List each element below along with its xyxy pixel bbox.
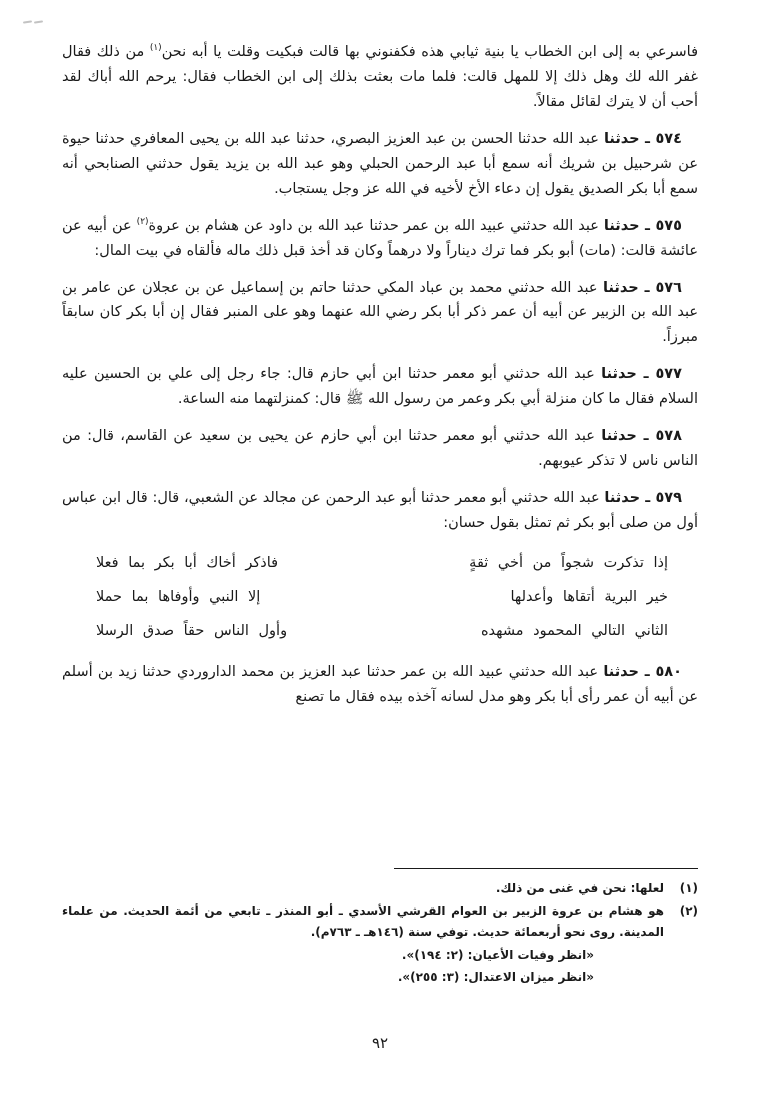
footnote-1-marker: (١) xyxy=(679,881,698,895)
footnote-ref-1: (١) xyxy=(149,43,162,54)
poetry-verse-1 xyxy=(96,546,668,580)
hadith-574-number: ٥٧٤ ـ حدثنا xyxy=(603,130,683,147)
footnote-1-text: لعلها: نحن في غنى من ذلك. xyxy=(495,881,664,895)
hadith-580-number: ٥٨٠ ـ حدثنا xyxy=(603,664,682,681)
hadith-576-number: ٥٧٦ ـ حدثنا xyxy=(603,279,683,296)
footnote-ref-2: (٢) xyxy=(136,216,149,227)
hadith-574-text: عبد الله حدثنا الحسن بن عبد العزيز البصري، حدثنا عبد الله بن يحيى المعافري حدثنا حيوة عن شرحبيل بن شريك أنه سمع أبا عبد الرحمن الحبلي وهو عبد الله بن يزيد يقول حدثني الصنابحي أنه سمع أبا بكر الصديق يقول إن دعاء الأخ لأخيه في الله عز وجل يستجاب. xyxy=(62,130,698,197)
page-number: ٩٢ xyxy=(371,1034,389,1052)
footnote-separator xyxy=(394,868,698,869)
footnote-2-marker: (٢) xyxy=(679,904,698,918)
intro-text-post: من ذلك فقال غفر الله لك وهل ذلك إلا للمهل قالت: فلما مات بعثت بذلك إلى ابن الخطاب فقال: يرحم الله أباك لقد أحب أن لا يترك لقائل مقالاً. xyxy=(62,44,698,110)
hadith-579-number: ٥٧٩ ـ حدثنا xyxy=(604,490,683,507)
hadith-579-text: عبد الله حدثني أبو معمر حدثنا أبو عبد الرحمن عن مجالد عن الشعبي، قال: قال ابن عباس أول من صلى أبو بكر ثم تمثل بقول حسان: xyxy=(62,490,698,531)
intro-text-pre: فاسرعي به إلى ابن الخطاب يا بنية ثيابي هذه فكفنوني بها قالت فبكيت وقلت يا أبه نحن xyxy=(161,44,698,60)
hadith-575-text-post: عن أبيه عن عائشة قالت: (مات) أبو بكر فما ترك ديناراً ولا درهماً وكان قد أخذ قبل ذلك ماله فألقاه في بيت المال: xyxy=(62,217,698,259)
hadith-574 xyxy=(62,127,698,202)
hadith-577-number: ٥٧٧ ـ حدثنا xyxy=(601,366,682,383)
verse-1-left-hemistich: فاذكر أخاك أبا بكر بما فعلا xyxy=(96,554,279,571)
footnote-references xyxy=(62,945,594,988)
verse-1-right-hemistich: إذا تذكرت شجواً من أخي ثقةٍ xyxy=(469,554,668,571)
hadith-580-text: عبد الله حدثني عبيد الله بن عمر حدثنا عبد العزيز بن محمد الداروردي حدثنا زيد بن أسلم عن أبيه أن عمر رأى أبا بكر وهو مدل لسانه آخذه بيده فقال ما تصنع xyxy=(62,664,698,706)
hadith-577-text: عبد الله حدثني أبو معمر حدثنا ابن أبي حازم قال: جاء رجل إلى علي بن الحسين عليه السلام فقال ما كان منزلة أبي بكر وعمر من رسول الله ﷺ قال: كمنزلتهما منه الساعة. xyxy=(62,366,698,408)
scan-artifact xyxy=(18,8,44,20)
hadith-575 xyxy=(62,214,698,264)
page-content xyxy=(62,40,698,858)
poetry-verse-3 xyxy=(96,614,668,648)
hadith-577 xyxy=(62,362,698,412)
poetry-verse-2 xyxy=(96,580,668,614)
hadith-576 xyxy=(62,276,698,351)
verse-2-left-hemistich: إلا النبي وأوفاها بما حملا xyxy=(96,589,261,605)
hadith-576-text: عبد الله حدثني محمد بن عباد المكي حدثنا حاتم بن إسماعيل عن بن عجلان عن عامر بن عبد الله بن الزبير عن أبيه أن عمر ذكر أبا بكر رضي الله عنهما وهو على المنبر فقال إن أبا بكر كان سابقاً مبرزاً. xyxy=(62,279,698,346)
footnote-2-text: هو هشام بن عروة الزبير بن العوام القرشي الأسدي ـ أبو المنذر ـ تابعي من أئمة الحديث. من علماء المدينة. روى نحو أربعمائة حديث. توفي سنة (١٤٦هـ ـ ٧٦٣م). xyxy=(62,904,664,939)
poetry-block xyxy=(96,546,668,648)
hadith-580 xyxy=(62,660,698,710)
hadith-575-number: ٥٧٥ ـ حدثنا xyxy=(603,217,682,234)
hadith-579 xyxy=(62,486,698,536)
hadith-578-text: عبد الله حدثني أبو معمر حدثنا ابن أبي حازم عن يحيى بن سعيد عن القاسم، قال: من الناس ناس لا تذكر عيوبهم. xyxy=(62,428,698,470)
footnote-reference-1: «انظر وفيات الأعيان: (٢: ١٩٤)». xyxy=(401,948,594,962)
hadith-578-number: ٥٧٨ ـ حدثنا xyxy=(601,428,682,445)
intro-paragraph xyxy=(62,40,698,115)
footnote-2 xyxy=(62,901,698,943)
hadith-575-text: عبد الله حدثني عبيد الله بن عمر حدثنا عبد الله بن داود عن هشام بن عروة xyxy=(148,217,604,234)
footnote-1 xyxy=(62,878,698,899)
footnote-reference-2: «انظر ميزان الاعتدال: (٣: ٢٥٥)». xyxy=(397,970,594,984)
hadith-578 xyxy=(62,424,698,474)
verse-3-left-hemistich: وأول الناس حقاً صدق الرسلا xyxy=(96,623,288,640)
verse-2-right-hemistich: خير البرية أتقاها وأعدلها xyxy=(510,589,668,605)
footnotes-section xyxy=(62,868,698,989)
verse-3-right-hemistich: الثاني التالي المحمود مشهده xyxy=(480,623,668,640)
